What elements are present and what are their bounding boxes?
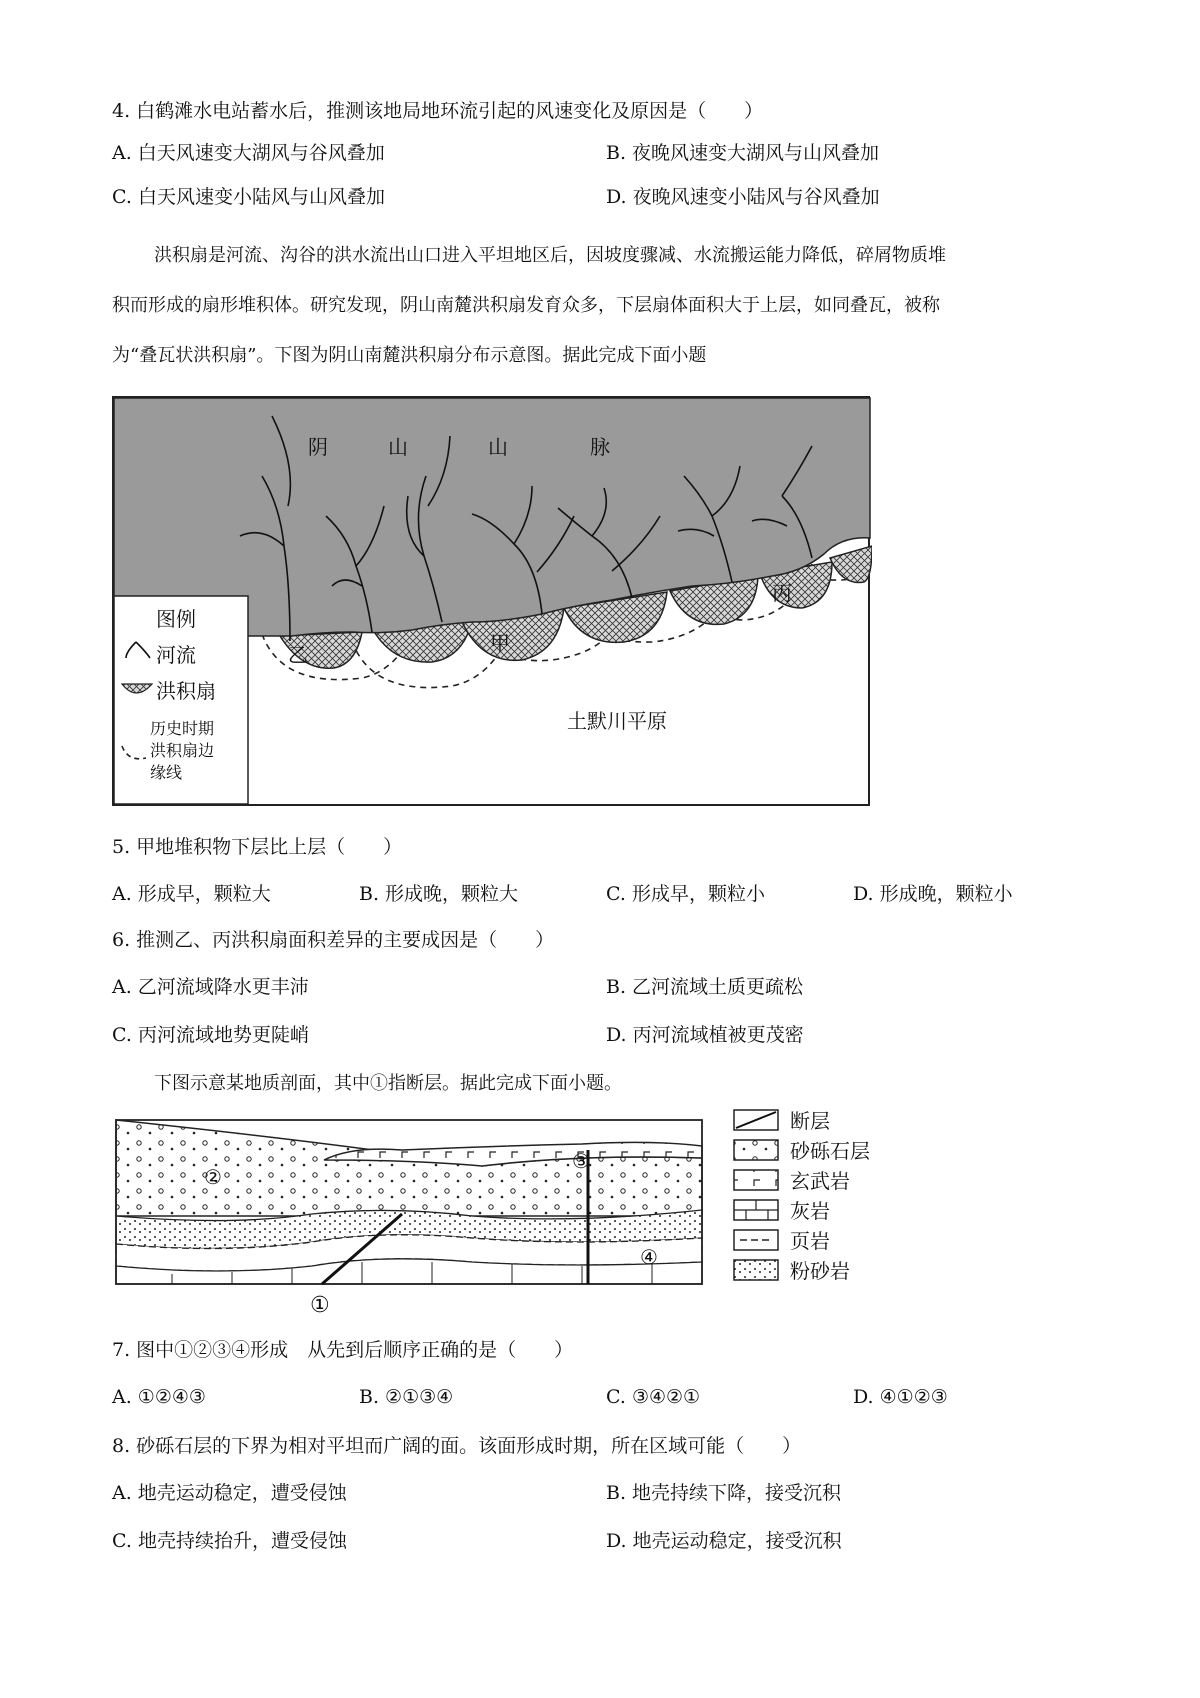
geological-section xyxy=(112,1106,912,1326)
q7-option-c[interactable]: C. ③④②① xyxy=(606,1386,701,1408)
legend-gravel: 砂砾石层 xyxy=(790,1139,870,1163)
mountain-char-1: 阴 xyxy=(308,435,328,459)
map-legend-hist1: 历史时期 xyxy=(150,719,215,738)
passage2: 下图示意某地质剖面，其中①指断层。据此完成下面小题。 xyxy=(154,1073,622,1094)
q6-option-d[interactable]: D. 丙河流域植被更茂密 xyxy=(606,1024,804,1046)
map-legend-river: 河流 xyxy=(156,643,196,667)
section-mark-3: ③ xyxy=(572,1149,590,1173)
q4-option-d[interactable]: D. 夜晚风速变小陆风与谷风叠加 xyxy=(606,186,880,208)
legend-siltstone: 粉砂岩 xyxy=(790,1259,850,1283)
section-mark-2: ② xyxy=(204,1165,222,1189)
passage1-line2: 积而形成的扇形堆积体。研究发现，阴山南麓洪积扇发育众多，下层扇体面积大于上层，如同叠瓦，被称 xyxy=(112,295,940,316)
fan-label-yi: 乙 xyxy=(288,643,308,667)
legend-limestone: 灰岩 xyxy=(790,1199,830,1223)
q7-stem: 7. 图中①②③④形成 从先到后顺序正确的是（ ） xyxy=(112,1339,574,1361)
passage1-line1: 洪积扇是河流、沟谷的洪水流出山口进入平坦地区后，因坡度骤减、水流搬运能力降低，碎屑物质堆 xyxy=(154,245,946,266)
q5-stem: 5. 甲地堆积物下层比上层（ ） xyxy=(112,836,403,858)
q5-option-d[interactable]: D. 形成晚，颗粒小 xyxy=(853,883,1013,905)
q6-option-a[interactable]: A. 乙河流域降水更丰沛 xyxy=(112,976,309,998)
section-mark-1: ① xyxy=(310,1293,330,1318)
map-legend-fan: 洪积扇 xyxy=(156,679,216,703)
section-body xyxy=(116,1120,702,1284)
map-legend-hist2: 洪积扇边 xyxy=(150,741,215,760)
plain-label: 土默川平原 xyxy=(567,709,667,733)
fan-label-bing: 丙 xyxy=(772,581,792,605)
q8-option-c[interactable]: C. 地壳持续抬升，遭受侵蚀 xyxy=(112,1530,347,1552)
alluvial-fan-map xyxy=(112,396,872,808)
mountain-char-2: 山 xyxy=(388,435,408,459)
q7-option-a[interactable]: A. ①②④③ xyxy=(112,1386,206,1408)
mountain-char-4: 脉 xyxy=(590,435,610,459)
q6-stem: 6. 推测乙、丙洪积扇面积差异的主要成因是（ ） xyxy=(112,929,555,951)
q8-option-a[interactable]: A. 地壳运动稳定，遭受侵蚀 xyxy=(112,1482,347,1504)
q4-option-b[interactable]: B. 夜晚风速变大湖风与山风叠加 xyxy=(606,142,880,164)
legend-basalt: 玄武岩 xyxy=(790,1169,850,1193)
q6-option-b[interactable]: B. 乙河流域土质更疏松 xyxy=(606,976,804,998)
q7-option-b[interactable]: B. ②①③④ xyxy=(359,1386,454,1408)
q4-option-c[interactable]: C. 白天风速变小陆风与山风叠加 xyxy=(112,186,385,208)
q5-option-c[interactable]: C. 形成早，颗粒小 xyxy=(606,883,765,905)
q8-option-d[interactable]: D. 地壳运动稳定，接受沉积 xyxy=(606,1530,842,1552)
legend-shale: 页岩 xyxy=(790,1229,830,1253)
q7-option-d[interactable]: D. ④①②③ xyxy=(853,1386,948,1408)
section-mark-4: ④ xyxy=(640,1245,658,1269)
q8-option-b[interactable]: B. 地壳持续下降，接受沉积 xyxy=(606,1482,842,1504)
q5-option-a[interactable]: A. 形成早，颗粒大 xyxy=(112,883,271,905)
fan-label-jia: 甲 xyxy=(490,631,510,655)
passage1-line3: 为“叠瓦状洪积扇”。下图为阴山南麓洪积扇分布示意图。据此完成下面小题 xyxy=(112,345,707,366)
q8-stem: 8. 砂砾石层的下界为相对平坦而广阔的面。该面形成时期，所在区域可能（ ） xyxy=(112,1435,802,1457)
q4-stem: 4. 白鹤滩水电站蓄水后，推测该地局地环流引起的风速变化及原因是（ ） xyxy=(112,100,764,122)
q6-option-c[interactable]: C. 丙河流域地势更陡峭 xyxy=(112,1024,309,1046)
mountain-char-3: 山 xyxy=(488,435,508,459)
section-legend xyxy=(734,1109,870,1283)
map-legend-hist3: 缘线 xyxy=(150,763,183,782)
q4-option-a[interactable]: A. 白天风速变大湖风与谷风叠加 xyxy=(112,142,385,164)
map-legend-title: 图例 xyxy=(156,607,196,631)
q5-option-b[interactable]: B. 形成晚，颗粒大 xyxy=(359,883,519,905)
legend-fault: 断层 xyxy=(790,1109,830,1133)
